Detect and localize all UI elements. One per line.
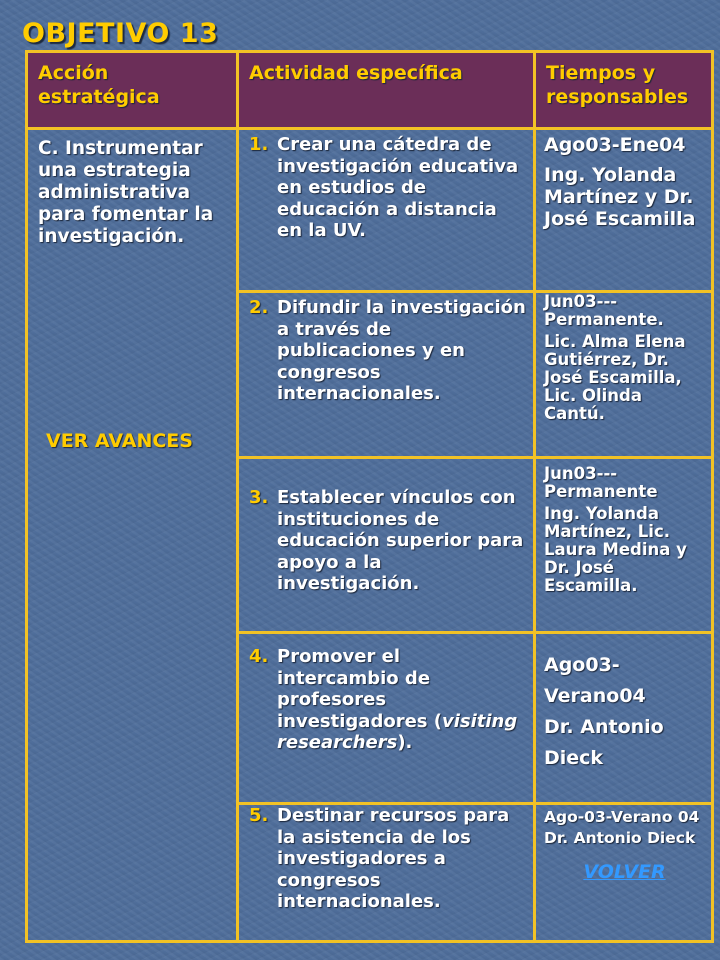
objective-table xyxy=(25,50,714,943)
activity-cell xyxy=(238,804,535,942)
volver-link[interactable]: VOLVER xyxy=(583,861,666,883)
header-actividad: Actividad específica xyxy=(238,52,535,129)
responsible: Ing. Yolanda Martínez y Dr. José Escamilla xyxy=(544,164,696,230)
period: Ago03-Verano04 xyxy=(544,654,646,707)
activity-number: 2. xyxy=(249,297,269,318)
activity-text: Crear una cátedra de investigación educativa en estudios de educación a distancia en la UV. xyxy=(277,134,519,241)
responsible: Lic. Alma Elena Gutiérrez, Dr. José Escamilla, Lic. Olinda Cantú. xyxy=(544,332,686,423)
timing-cell xyxy=(535,804,713,942)
header-accion: Acción estratégica xyxy=(27,52,238,129)
responsible: Ing. Yolanda Martínez, Lic. Laura Medina y Dr. José Escamilla. xyxy=(544,504,687,595)
period: Jun03---Permanente. xyxy=(544,292,664,329)
activity-cell xyxy=(238,633,535,804)
responsible: Dr. Antonio Dieck xyxy=(544,828,696,847)
activity-text: Destinar recursos para la asistencia de los investigadores a congresos internacionales. xyxy=(277,805,510,912)
activity-number: 5. xyxy=(249,805,269,826)
accion-cell xyxy=(27,129,238,942)
timing-cell xyxy=(535,292,713,458)
activity-cell xyxy=(238,458,535,633)
timing-cell xyxy=(535,633,713,804)
accion-text: C. Instrumentar una estrategia administrativa para fomentar la investigación. xyxy=(38,138,214,247)
responsible: Dr. Antonio Dieck xyxy=(544,716,664,769)
activity-text: Establecer vínculos con instituciones de educación superior para apoyo a la investigación. xyxy=(277,487,524,594)
timing-cell xyxy=(535,129,713,292)
activity-text: Promover el intercambio de profesores investigadores (visiting researchers). xyxy=(277,646,518,753)
activity-cell xyxy=(238,292,535,458)
period: Jun03---Permanente xyxy=(544,464,658,501)
ver-avances-link[interactable]: VER AVANCES xyxy=(46,430,193,452)
timing-cell xyxy=(535,458,713,633)
activity-cell xyxy=(238,129,535,292)
activity-number: 3. xyxy=(249,487,269,508)
table-row xyxy=(27,129,713,292)
period: Ago03-Ene04 xyxy=(544,134,686,156)
activity-text: Difundir la investigación a través de publicaciones y en congresos internacionales. xyxy=(277,297,526,404)
activity-italic: visiting researchers xyxy=(277,710,518,753)
header-row xyxy=(27,52,713,129)
header-tiempos: Tiempos y responsables xyxy=(535,52,713,129)
activity-number: 1. xyxy=(249,134,269,155)
period: Ago-03-Verano 04 xyxy=(544,808,700,826)
activity-number: 4. xyxy=(249,646,269,667)
page-title: OBJETIVO 13 xyxy=(22,18,219,49)
